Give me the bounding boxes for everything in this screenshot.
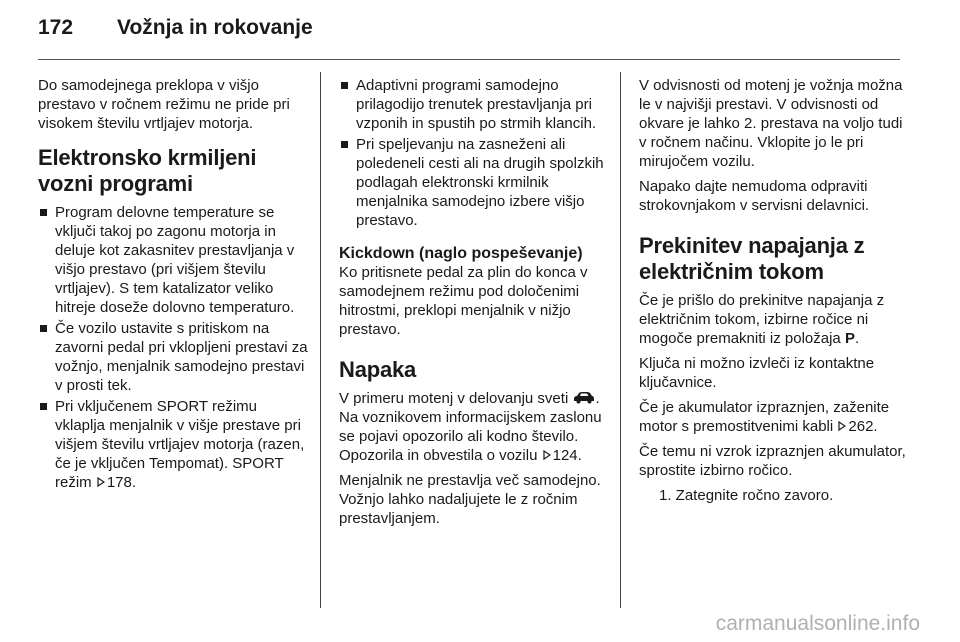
bullet-icon	[341, 82, 348, 89]
watermark: carmanualsonline.info	[715, 612, 920, 635]
bullet-icon	[40, 209, 47, 216]
column-divider-1	[320, 72, 321, 608]
key-paragraph: Ključa ni možno izvleči iz kontaktne ključavnice.	[639, 355, 875, 391]
bullet-list-programs	[38, 203, 308, 492]
napaka-paragraph: V primeru motenj v delovanju sveti . Na voznikovem informacijskem zaslonu se pojavi opozorilo ali kodno število. Opozorila in obvestila o vozilu 124.	[339, 390, 602, 464]
section-heading-napaka: Napaka	[339, 357, 417, 382]
steps-list	[639, 486, 907, 505]
column-1	[38, 76, 308, 498]
workshop-paragraph: Napako dajte nemudoma odpraviti strokovnjakom v servisni delavnici.	[639, 178, 870, 214]
subheading-kickdown: Kickdown (naglo pospeševanje)	[339, 245, 583, 262]
header-divider	[38, 59, 900, 60]
manual-shift-paragraph: Menjalnik ne prestavlja več samodejno. Vožnjo lahko nadaljujete le z ročnim prestavljanjem.	[339, 472, 601, 527]
release-lever-paragraph: Če temu ni vzrok izpraznjen akumulator, sprostite izbirno ročico.	[639, 443, 906, 479]
fault-gear-paragraph: V odvisnosti od motenj je vožnja možna le v najvišji prestavi. V odvisnosti od okvare je lahko 2. prestava na voljo tudi v ročnem načinu. Vklopite jo le pri mirujočem vozilu.	[639, 77, 903, 170]
list-item: Pri speljevanju na zasneženi ali poledeneli cesti ali na drugih spolzkih podlagah elektronski krmilnik menjalnika samodejno izbere višjo prestavo.	[339, 135, 607, 230]
list-item: Adaptivni programi samodejno prilagodijo trenutek prestavljanja pri vzponih in spustih po strmih klancih.	[339, 76, 607, 133]
triangle-xref-icon	[543, 450, 551, 460]
section-heading-power-interruption: Prekinitev napajanja z električnim tokom	[639, 233, 865, 284]
list-item: Program delovne temperature se vključi takoj po zagonu motorja in deluje kot zakasnitev prestavljanja v višjo prestavo (pri višjem številu vrtljajev). S tem katalizator veliko hitreje doseže dolovno temperaturo.	[38, 203, 308, 317]
bullet-icon	[40, 403, 47, 410]
list-item: Pri vključenem SPORT režimu vklaplja menjalnik v višje prestave pri višjem številu vrtljajev motorja (razen, če je vključen Tempomat). SPORT režim 178.	[38, 397, 308, 492]
kickdown-paragraph: Ko pritisnete pedal za plin do konca v samodejnem režimu pod določenimi hitrostmi, preklopi menjalnik v nižjo prestavo.	[339, 264, 588, 338]
bullet-icon	[341, 141, 348, 148]
list-item: 1. Zategnite ročno zavoro.	[659, 487, 834, 504]
power-interruption-paragraph: Če je prišlo do prekinitve napajanja z električnim tokom, izbirne ročice ni mogoče premakniti iz položaja P.	[639, 292, 885, 347]
page-number: 172	[38, 16, 74, 39]
column-2	[339, 76, 607, 534]
bullet-icon	[40, 325, 47, 332]
list-item: Če vozilo ustavite s pritiskom na zavorni pedal pri vklopljeni prestavi za vožnjo, menjalnik samodejno prestavi v prosti tek.	[38, 319, 308, 395]
page-title: Vožnja in rokovanje	[117, 16, 313, 39]
intro-paragraph: Do samodejnega preklopa v višjo prestavo v ročnem režimu ne pride pri visokem številu vrtljajev motorja.	[38, 77, 290, 132]
battery-paragraph: Če je akumulator izpraznjen, zaženite motor s premostitvenimi kabli 262.	[639, 399, 890, 435]
cross-reference-link[interactable]: 262.	[848, 418, 878, 435]
gear-position-p: P	[844, 330, 855, 347]
car-warning-icon	[573, 391, 595, 404]
cross-reference-link[interactable]: 178.	[106, 474, 137, 491]
bullet-list-adaptive	[339, 76, 607, 230]
column-3	[639, 76, 907, 505]
column-divider-2	[620, 72, 621, 608]
triangle-xref-icon	[97, 477, 105, 487]
cross-reference-link[interactable]: 124.	[552, 447, 582, 464]
section-heading-electronic-programs: Elektronsko krmiljeni vozni programi	[38, 145, 257, 196]
triangle-xref-icon	[838, 421, 846, 431]
page-header	[0, 0, 960, 62]
